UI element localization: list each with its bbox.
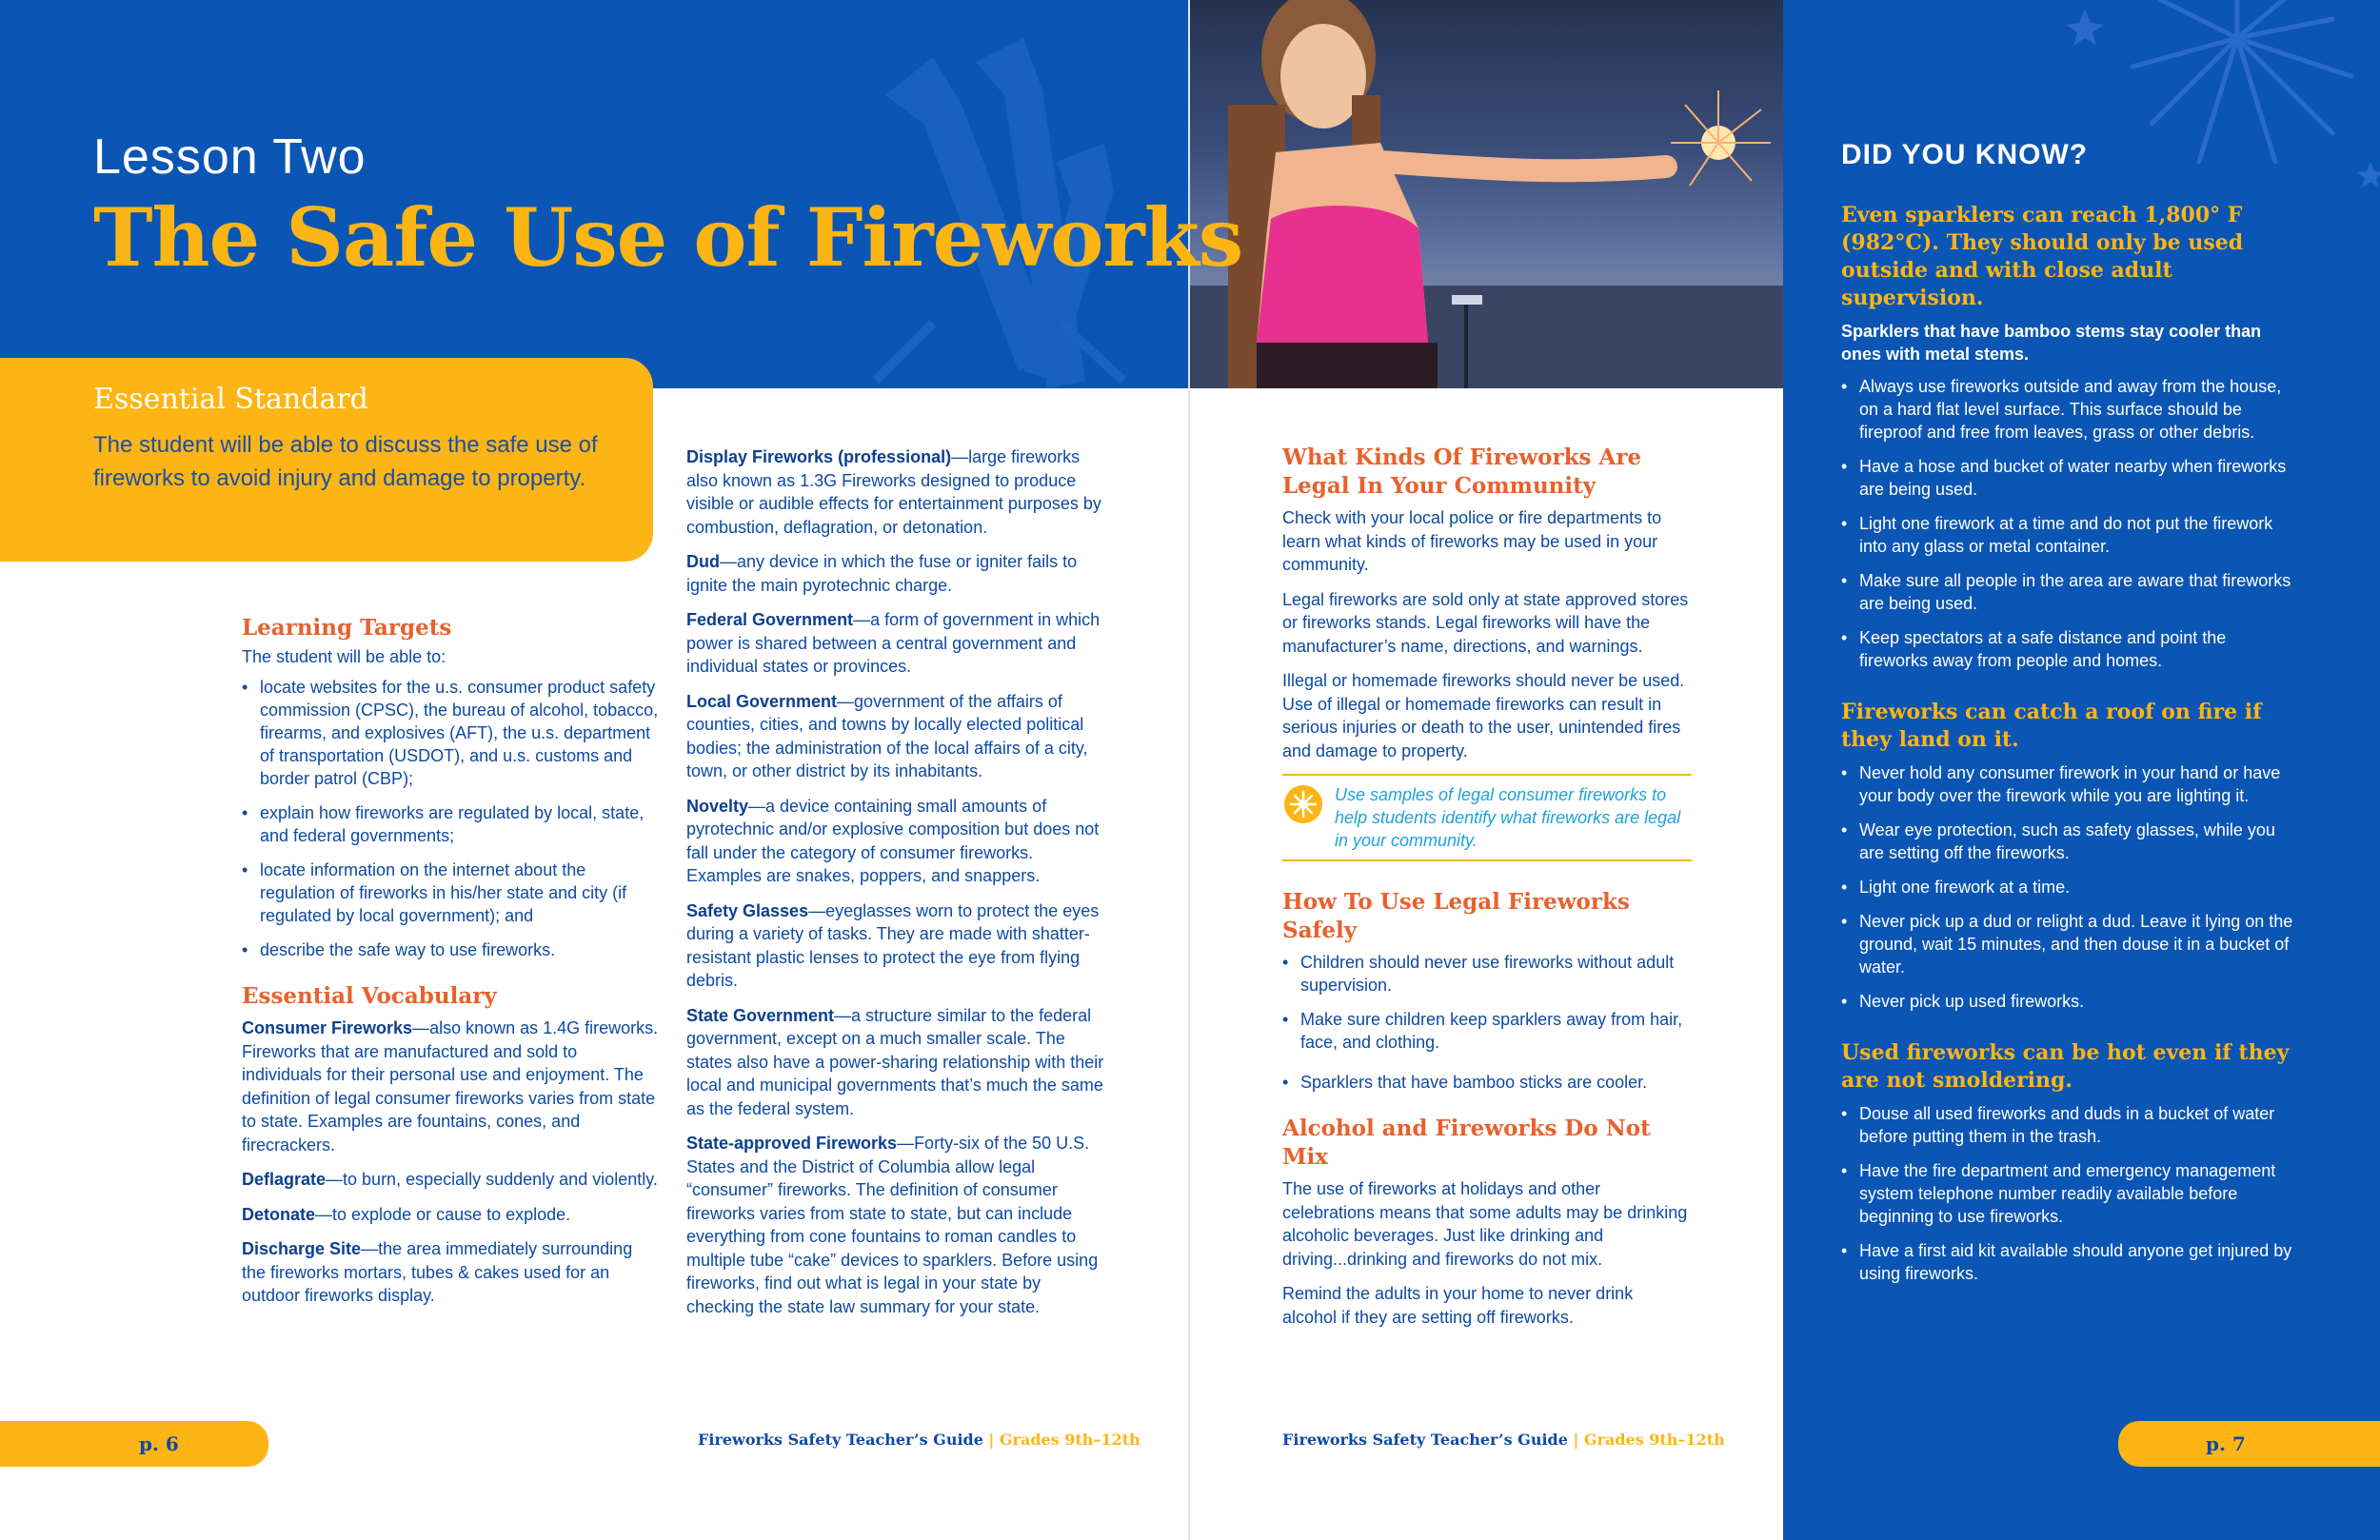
list-item: • Have a hose and bucket of water nearby when fireworks are being used. <box>1841 455 2298 501</box>
learning-targets-list <box>242 676 661 961</box>
list-item: • Make sure children keep sparklers away from hair, face, and clothing. <box>1282 1008 1692 1054</box>
footer-grades: Grades 9th–12th <box>1583 1431 1725 1449</box>
legal-kinds-heading: What Kinds Of Fireworks Are Legal In Your Community <box>1282 444 1642 499</box>
list-item: • Have the fire department and emergency management system telephone number readily available before beginning to use fireworks. <box>1841 1159 2298 1228</box>
list-item: • Sparklers that have bamboo sticks are cooler. <box>1282 1071 1692 1094</box>
list-item: • Have a first aid kit available should anyone get injured by using fireworks. <box>1841 1239 2298 1285</box>
list-item: • Keep spectators at a safe distance and point the fireworks away from people and homes. <box>1841 626 2298 672</box>
list-item: • Make sure all people in the area are aware that fireworks are being used. <box>1841 569 2298 615</box>
lesson-label: Lesson Two <box>93 129 367 185</box>
did-you-know-heading: DID YOU KNOW? <box>1841 139 2089 170</box>
page-number-right: p. 7 <box>2118 1421 2380 1467</box>
sparklers-list <box>1841 375 2298 672</box>
vocab-term: Discharge Site <box>242 1239 362 1258</box>
teacher-tip <box>1282 774 1692 861</box>
essential-standard-text: The student will be able to discuss the safe use of fireworks to avoid injury and damage to property. <box>93 432 598 491</box>
list-item: • Never pick up a dud or relight a dud. Leave it lying on the ground, wait 15 minutes, and then douse it in a bucket of water. <box>1841 910 2298 978</box>
sunburst-icon <box>1284 785 1322 823</box>
legal-kinds-paragraph: Illegal or homemade fireworks should never be used. Use of illegal or homemade fireworks can result in serious injuries or death to the user, unintended fires and damage to property. <box>1282 671 1685 760</box>
vocab-entry <box>686 795 1105 888</box>
vocab-entry <box>242 1237 661 1308</box>
list-item: • Light one firework at a time. <box>1841 876 2298 898</box>
used-list <box>1841 1102 2298 1285</box>
list-item: • locate websites for the u.s. consumer product safety commission (CPSC), the bureau of alcohol, tobacco, firearms, and explosives (AFT), the u.s. department of transportation (USDOT), and u.s. customs and border patrol (CBP); <box>242 676 661 790</box>
vocab-definition: —a structure similar to the federal government, except on a much smaller scale. The states also have a power-sharing relationship with their local and municipal governments that’s much the same as the federal system. <box>686 1005 1104 1118</box>
alcohol-heading: Alcohol and Fireworks Do Not Mix <box>1282 1116 1651 1170</box>
vocab-definition: —eyeglasses worn to protect the eyes during a variety of tasks. They are made with shatter-resistant plastic lenses to protect the eye from flying debris. <box>686 900 1100 990</box>
how-to-list <box>1282 951 1692 1094</box>
footer-right <box>1282 1431 1725 1449</box>
legal-kinds-paragraph: Legal fireworks are sold only at state approved stores or fireworks stands. Legal fireworks will have the manufacturer’s name, directions, and warnings. <box>1282 589 1689 656</box>
vocab-definition: —to explode or cause to explode. <box>315 1204 571 1224</box>
vocab-definition: —to burn, especially suddenly and violently. <box>326 1170 658 1189</box>
list-item: • describe the safe way to use fireworks. <box>242 938 661 961</box>
alcohol-paragraph: Remind the adults in your home to never drink alcohol if they are setting off fireworks. <box>1282 1284 1634 1327</box>
vocab-term: Local Government <box>686 691 838 711</box>
vocab-term: Consumer Fireworks <box>242 1018 413 1037</box>
list-item: • Children should never use fireworks without adult supervision. <box>1282 951 1692 997</box>
footer-guide-title: Fireworks Safety Teacher’s Guide <box>1282 1431 1568 1449</box>
vocab-entry <box>686 690 1105 783</box>
vocab-definition: —the area immediately surrounding the fireworks mortars, tubes & cakes used for an outdoor fireworks display. <box>242 1239 633 1305</box>
roof-heading: Fireworks can catch a roof on fire if they land on it. <box>1841 700 2262 752</box>
did-you-know-column <box>1841 202 2298 1296</box>
learning-targets-intro: The student will be able to: <box>242 647 446 666</box>
vocabulary-column <box>686 445 1105 1330</box>
vocab-term: Safety Glasses <box>686 900 809 920</box>
vocab-entry <box>686 1004 1105 1121</box>
how-to-heading: How To Use Legal Fireworks Safely <box>1282 889 1630 943</box>
list-item: • Never pick up used fireworks. <box>1841 990 2298 1013</box>
vocab-definition: —Forty-six of the 50 U.S. States and the District of Columbia allow legal “consumer” fireworks. The definition of consumer fireworks varies from state to state, but can include everything from cone fountains to roman candles to multiple tube “cake” devices to sparklers. Before using fireworks, find out what is legal in your state by checking the state law summary for your state. <box>686 1134 1099 1316</box>
footer-guide-title: Fireworks Safety Teacher’s Guide <box>698 1431 983 1449</box>
alcohol-paragraph: The use of fireworks at holidays and other celebrations means that some adults may be drinking alcoholic beverages. Just like drinking and driving...drinking and fireworks do not mix. <box>1282 1179 1688 1269</box>
sparklers-note: Sparklers that have bamboo stems stay cooler than ones with metal stems. <box>1841 322 2262 364</box>
list-item: • Light one firework at a time and do not put the firework into any glass or metal container. <box>1841 512 2298 558</box>
teacher-tip-text: Use samples of legal consumer fireworks to help students identify what fireworks are legal in your community. <box>1335 785 1681 850</box>
vocab-term: Detonate <box>242 1204 316 1224</box>
vocab-entry <box>686 550 1105 597</box>
vocab-term: Federal Government <box>686 610 854 629</box>
page-title: The Safe Use of Fireworks <box>93 190 1243 285</box>
vocab-entry <box>686 1132 1105 1318</box>
vocab-entry <box>686 899 1105 993</box>
vocab-definition: —also known as 1.4G fireworks. Fireworks that are manufactured and sold to individuals for their personal use and enjoyment. The definition of legal consumer fireworks varies from state to state. Examples are fountains, cones, and firecrackers. <box>242 1018 659 1155</box>
list-item: • explain how fireworks are regulated by local, state, and federal governments; <box>242 801 661 847</box>
footer-grades: Grades 9th–12th <box>999 1431 1140 1449</box>
list-item: • Wear eye protection, such as safety glasses, while you are setting off the fireworks. <box>1841 819 2298 864</box>
footer-left <box>698 1431 1140 1449</box>
vocab-definition: —a form of government in which power is shared between a central government and individual states or provinces. <box>686 610 1101 676</box>
vocab-entry <box>242 1168 661 1192</box>
girl-with-sparkler-photo <box>1190 0 1783 388</box>
vocab-entry <box>686 445 1105 539</box>
vocabulary-heading: Essential Vocabulary <box>242 983 497 1009</box>
vocab-term: Deflagrate <box>242 1170 327 1189</box>
vocab-definition: —any device in which the fuse or igniter fails to ignite the main pyrotechnic charge. <box>686 552 1078 595</box>
legal-fireworks-column <box>1282 444 1692 1340</box>
vocab-entry <box>242 1203 661 1227</box>
list-item: • Always use fireworks outside and away from the house, on a hard flat level surface. This surface should be fireproof and free from leaves, grass or other debris. <box>1841 375 2298 444</box>
learning-targets-heading: Learning Targets <box>242 615 452 641</box>
vocab-term: Novelty <box>686 796 749 816</box>
list-item: • Never hold any consumer firework in your hand or have your body over the firework while you are lighting it. <box>1841 761 2298 807</box>
footer-separator: | <box>1567 1431 1584 1449</box>
vocab-definition: —large fireworks also known as 1.3G Fireworks designed to produce visible or audible effects for entertainment purposes by combustion, deflagration, or detonation. <box>686 447 1101 537</box>
vocab-term: State-approved Fireworks <box>686 1134 898 1153</box>
vocab-entry <box>242 1017 661 1156</box>
vocab-term: Dud <box>686 552 720 571</box>
vocab-term: State Government <box>686 1005 835 1025</box>
roof-list <box>1841 761 2298 1013</box>
essential-standard-title: Essential Standard <box>93 383 368 416</box>
legal-kinds-paragraph: Check with your local police or fire departments to learn what kinds of fireworks may be used in your community. <box>1282 508 1662 574</box>
vocab-entry <box>686 608 1105 679</box>
list-item: • locate information on the internet about the regulation of fireworks in his/her state and city (if regulated by local government); and <box>242 859 661 927</box>
vocab-definition: —a device containing small amounts of pyrotechnic and/or explosive composition but does not fall under the category of consumer fireworks. Examples are snakes, poppers, and snappers. <box>686 796 1100 885</box>
vocab-term: Display Fireworks (professional) <box>686 447 952 466</box>
page-number-left: p. 6 <box>0 1421 268 1467</box>
sparklers-heading: Even sparklers can reach 1,800° F (982°C). They should only be used outside and with close adult supervision. <box>1841 203 2244 310</box>
list-item: • Douse all used fireworks and duds in a bucket of water before putting them in the trash. <box>1841 1102 2298 1148</box>
learning-column <box>242 614 661 1319</box>
used-heading: Used fireworks can be hot even if they are not smoldering. <box>1841 1040 2290 1093</box>
footer-separator: | <box>982 1431 1000 1449</box>
vocab-definition: —government of the affairs of counties, cities, and towns by locally elected political bodies; the administration of the local affairs of a city, town, or other district by its inhabitants. <box>686 691 1088 780</box>
